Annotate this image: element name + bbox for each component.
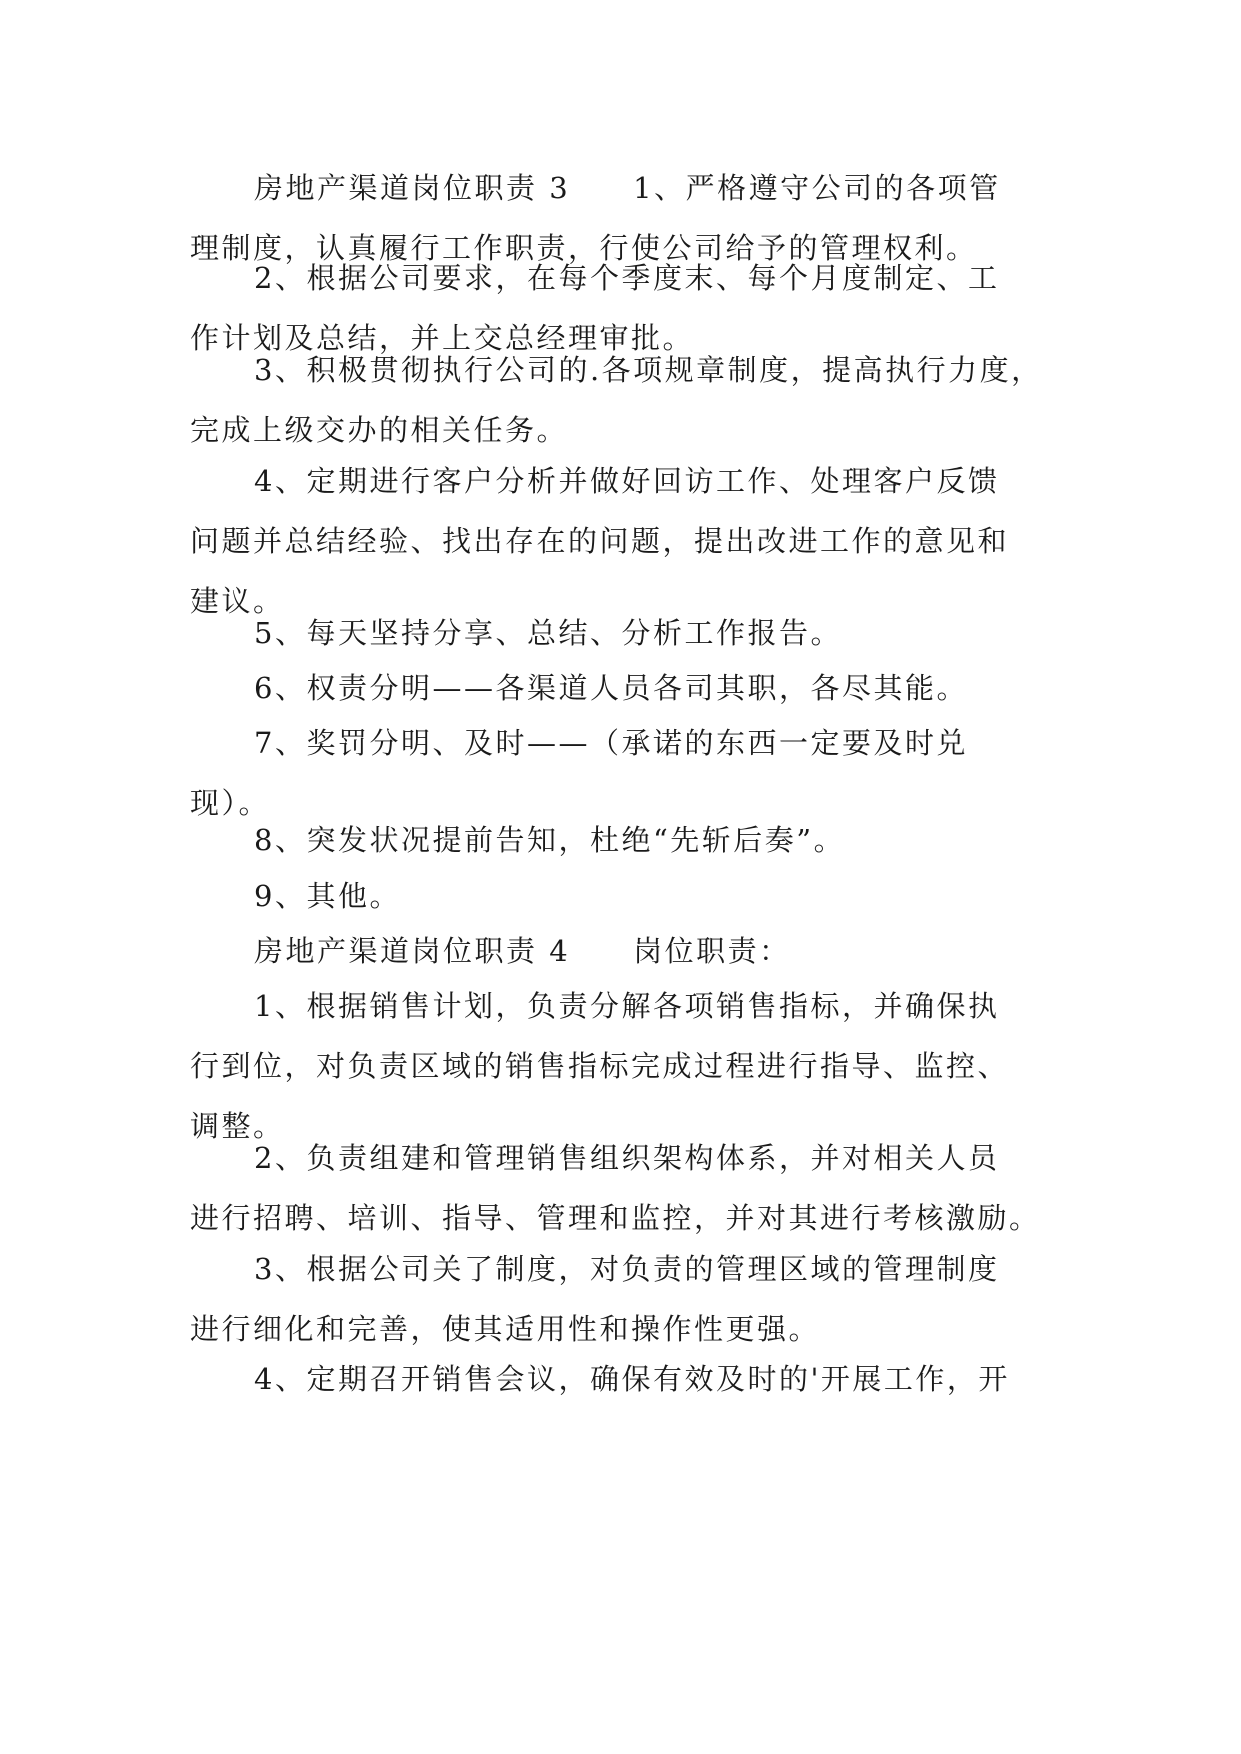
paragraph-item-5 [190,603,1070,663]
text-line: 房地产渠道岗位职责 4 岗位职责： [254,934,791,968]
paragraph-item-9 [190,866,1070,926]
text-line: 8、突发状况提前告知，杜绝“先斩后奏”。 [254,823,846,857]
text-line: 1、根据销售计划，负责分解各项销售指标，并确保执 [254,989,1000,1023]
text-line: 4、定期召开销售会议，确保有效及时的'开展工作，开 [254,1362,1010,1396]
paragraph-duty-4-item-2 [190,1128,1070,1248]
paragraph-duty-4-item-4 [190,1349,1070,1409]
text-line: 5、每天坚持分享、总结、分析工作报告。 [254,616,842,650]
text-line: 4、定期进行客户分析并做好回访工作、处理客户反馈 [254,464,1000,498]
paragraph-item-3 [190,340,1070,460]
text-line: 理制度，认真履行工作职责，行使公司给予的管理权利。 [190,231,978,265]
section-heading-duty-4 [190,921,1070,981]
text-line: 问题并总结经验、找出存在的问题，提出改进工作的意见和 [190,524,1010,558]
text-line: 3、积极贯彻执行公司的.各项规章制度，提高执行力度， [254,353,1043,387]
text-line: 进行细化和完善，使其适用性和操作性更强。 [190,1312,821,1346]
text-line: 9、其他。 [254,879,401,913]
text-line: 完成上级交办的相关任务。 [190,413,569,447]
text-line: 6、权责分明——各渠道人员各司其职，各尽其能。 [254,671,968,705]
text-line: 调整。 [190,1109,285,1143]
text-line: 房地产渠道岗位职责 3 1、严格遵守公司的各项管 [254,171,1001,205]
text-line: 现）。 [190,786,271,820]
text-line: 7、奖罚分明、及时——（承诺的东西一定要及时兑 [254,726,968,760]
text-line: 2、根据公司要求，在每个季度末、每个月度制定、工 [254,261,1000,295]
text-line: 2、负责组建和管理销售组织架构体系，并对相关人员 [254,1141,1000,1175]
paragraph-duty-4-item-3 [190,1239,1070,1359]
text-line: 行到位，对负责区域的销售指标完成过程进行指导、监控、 [190,1049,1010,1083]
text-line: 作计划及总结，并上交总经理审批。 [190,321,695,355]
text-line: 建议。 [190,584,285,618]
paragraph-item-8 [190,810,1070,870]
text-line: 进行招聘、培训、指导、管理和监控，并对其进行考核激励。 [190,1201,1041,1235]
paragraph-item-6 [190,658,1070,718]
text-line: 3、根据公司关了制度，对负责的管理区域的管理制度 [254,1252,1000,1286]
